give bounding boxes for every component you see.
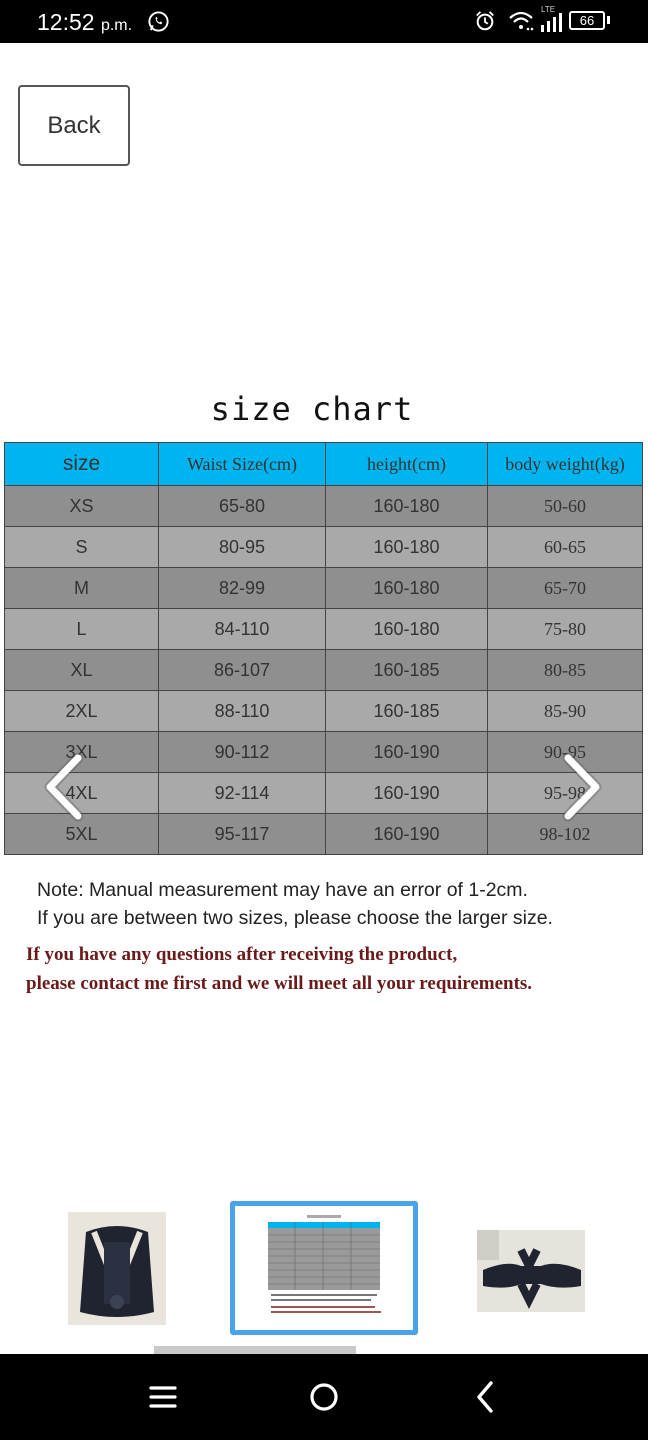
- waist-cell: 82-99: [159, 568, 326, 609]
- measurement-note: [37, 876, 553, 932]
- weight-cell: 80-85: [488, 650, 643, 691]
- waist-cell: 65-80: [159, 486, 326, 527]
- battery-tip: [607, 16, 610, 24]
- table-header-row: [5, 443, 643, 486]
- thumbnail-brace-flat[interactable]: [477, 1230, 585, 1312]
- waist-cell: 90-112: [159, 732, 326, 773]
- table-row: [5, 486, 643, 527]
- table-row: [5, 814, 643, 855]
- size-cell: 3XL: [5, 732, 159, 773]
- waist-cell: 86-107: [159, 650, 326, 691]
- waist-cell: 88-110: [159, 691, 326, 732]
- waist-cell: 80-95: [159, 527, 326, 568]
- thumbnail-brace-back[interactable]: [68, 1212, 166, 1325]
- contact-line: please contact me first and we will meet all your requirements.: [26, 973, 533, 994]
- note-line: If you are between two sizes, please choose the larger size.: [37, 907, 553, 929]
- size-cell: M: [5, 568, 159, 609]
- status-bar: [0, 0, 648, 43]
- header-waist: Waist Size(cm): [159, 443, 326, 486]
- note-line: Note: Manual measurement may have an error of 1-2cm.: [37, 879, 528, 901]
- weight-cell: 90-95: [488, 732, 643, 773]
- weight-cell: 75-80: [488, 609, 643, 650]
- weight-cell: 98-102: [488, 814, 643, 855]
- weight-cell: 60-65: [488, 527, 643, 568]
- height-cell: 160-180: [326, 568, 488, 609]
- table-row: [5, 527, 643, 568]
- header-size: size: [5, 443, 159, 486]
- size-cell: 2XL: [5, 691, 159, 732]
- height-cell: 160-190: [326, 814, 488, 855]
- menu-icon[interactable]: [148, 1374, 178, 1420]
- waist-cell: 95-117: [159, 814, 326, 855]
- size-cell: 4XL: [5, 773, 159, 814]
- size-chart-thumbnail-image: [235, 1206, 413, 1330]
- system-navigation-bar: [0, 1354, 648, 1440]
- table-row: [5, 691, 643, 732]
- thumbnail-size-chart-selected[interactable]: [230, 1201, 418, 1335]
- back-icon[interactable]: [472, 1374, 498, 1420]
- size-chart-table: [4, 442, 643, 855]
- weight-cell: 85-90: [488, 691, 643, 732]
- status-time: 12:52 p.m.: [37, 9, 133, 35]
- battery-icon: 66: [569, 11, 605, 30]
- size-chart-title: size chart: [210, 390, 414, 428]
- height-cell: 160-180: [326, 609, 488, 650]
- size-cell: XL: [5, 650, 159, 691]
- height-cell: 160-180: [326, 527, 488, 568]
- size-cell: 5XL: [5, 814, 159, 855]
- table-row: [5, 650, 643, 691]
- weight-cell: 65-70: [488, 568, 643, 609]
- weight-cell: 50-60: [488, 486, 643, 527]
- thumbnail-scrollbar[interactable]: [154, 1346, 356, 1354]
- height-cell: 160-180: [326, 486, 488, 527]
- header-height: height(cm): [326, 443, 488, 486]
- height-cell: 160-190: [326, 773, 488, 814]
- back-button[interactable]: Back: [18, 85, 130, 166]
- network-type: LTE: [541, 5, 556, 14]
- weight-cell: 95-98: [488, 773, 643, 814]
- contact-line: If you have any questions after receiving the product,: [26, 944, 458, 965]
- size-cell: S: [5, 527, 159, 568]
- table-row: [5, 732, 643, 773]
- posture-brace-flat-image: [477, 1230, 585, 1312]
- height-cell: 160-185: [326, 691, 488, 732]
- whatsapp-icon: [147, 10, 170, 33]
- wifi-icon: [508, 10, 534, 32]
- chevron-right-icon[interactable]: [556, 752, 606, 822]
- waist-cell: 92-114: [159, 773, 326, 814]
- table-row: [5, 568, 643, 609]
- header-weight: body weight(kg): [488, 443, 643, 486]
- signal-icon: [540, 12, 562, 32]
- size-cell: XS: [5, 486, 159, 527]
- size-cell: L: [5, 609, 159, 650]
- height-cell: 160-190: [326, 732, 488, 773]
- table-row: [5, 609, 643, 650]
- posture-brace-image: [68, 1212, 166, 1325]
- home-icon[interactable]: [308, 1374, 340, 1420]
- waist-cell: 84-110: [159, 609, 326, 650]
- height-cell: 160-185: [326, 650, 488, 691]
- alarm-icon: [474, 10, 496, 32]
- contact-note: [26, 940, 532, 998]
- chevron-left-icon[interactable]: [40, 752, 90, 822]
- table-row: [5, 773, 643, 814]
